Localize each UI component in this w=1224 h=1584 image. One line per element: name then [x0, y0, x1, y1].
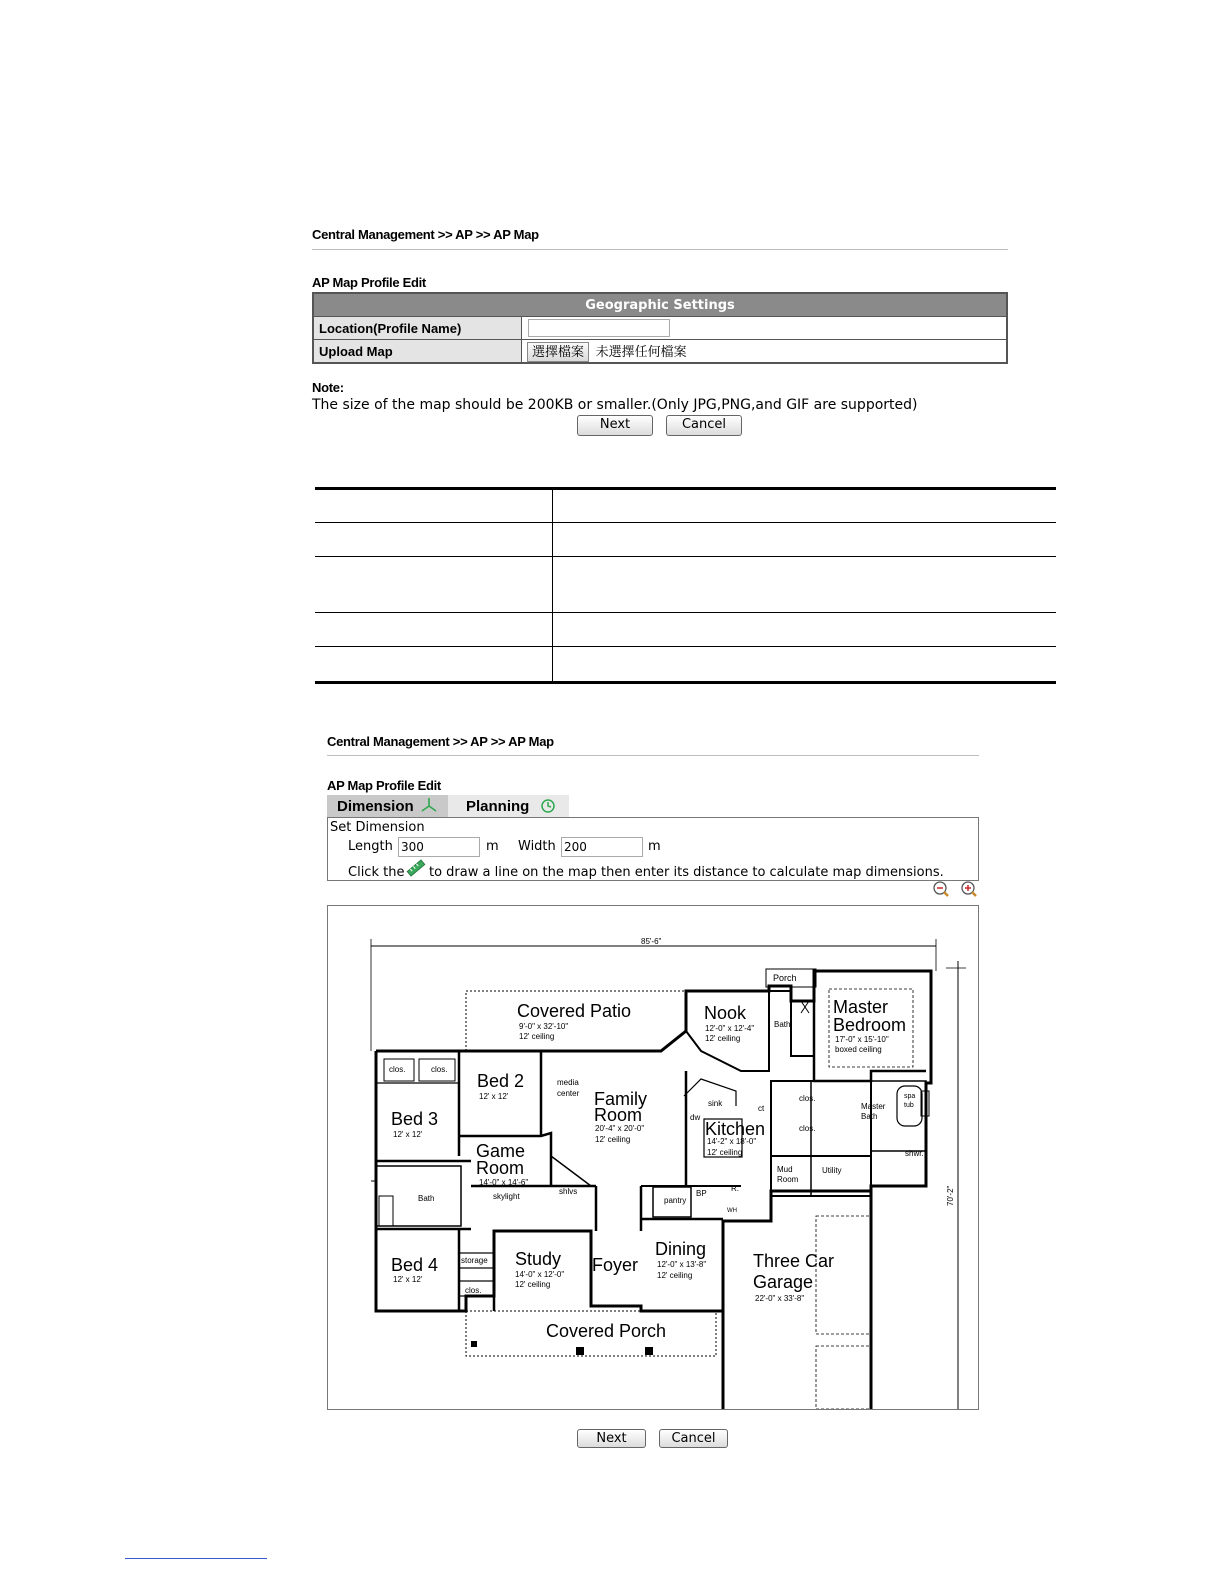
- master-label: Master: [833, 997, 889, 1017]
- file-status: 未選擇任何檔案: [595, 343, 687, 359]
- length-label: Length: [348, 839, 393, 854]
- breadcrumb-divider-2: [327, 755, 979, 756]
- media-label: media: [557, 1078, 579, 1087]
- study-ceiling: 12' ceiling: [515, 1280, 551, 1289]
- width-input[interactable]: 200: [561, 837, 643, 857]
- map-canvas[interactable]: [327, 905, 979, 1410]
- cancel-button[interactable]: Cancel: [666, 415, 742, 436]
- study-label: Study: [515, 1249, 562, 1269]
- dining-label: Dining: [655, 1239, 707, 1259]
- floor-plan: [328, 906, 978, 1409]
- upload-map-cell: [522, 340, 1008, 364]
- bed4-dims: 12' x 12': [393, 1275, 423, 1284]
- upload-map-label: Upload Map: [313, 340, 522, 364]
- width-unit: m: [648, 839, 661, 854]
- master-ceiling: boxed ceiling: [835, 1045, 882, 1054]
- shelves-label: shlvs: [559, 1187, 578, 1196]
- zoom-out-icon[interactable]: [932, 880, 950, 898]
- room-label: Room: [594, 1105, 643, 1125]
- next-button[interactable]: Next: [577, 415, 653, 436]
- closet-label: clos.: [431, 1065, 448, 1074]
- storage-label: storage: [461, 1256, 488, 1265]
- description-table: [315, 487, 1056, 684]
- table-row-divider: [315, 556, 1056, 557]
- shower-label: shwr.: [905, 1149, 924, 1158]
- length-input[interactable]: 300: [398, 837, 480, 857]
- kitchen-ceiling: 12' ceiling: [707, 1148, 743, 1157]
- table-column-divider: [552, 487, 553, 684]
- dining-dims: 12'-0" x 13'-8": [657, 1260, 707, 1269]
- spa-label: spa: [904, 1093, 916, 1100]
- pantry-label: pantry: [664, 1196, 687, 1205]
- geographic-settings-table: [312, 292, 1008, 364]
- family-label: Family: [594, 1089, 647, 1109]
- table-top-border: [315, 487, 1056, 490]
- game-dims: 14'-0" x 14'-6": [479, 1178, 529, 1187]
- hint-before: Click the: [348, 865, 405, 880]
- family-dims: 20'-4" x 20'-0": [595, 1124, 645, 1133]
- skylight-label: skylight: [493, 1192, 520, 1201]
- garage-label: Garage: [753, 1272, 814, 1292]
- bed2-label: Bed 2: [477, 1071, 525, 1091]
- kitchen-dims: 14'-2" x 18'-0": [707, 1137, 757, 1146]
- covered-porch-label: Covered Porch: [546, 1321, 667, 1341]
- study-dims: 14'-0" x 12'-0": [515, 1270, 565, 1279]
- breadcrumb-2: Central Management >> AP >> AP Map: [327, 734, 554, 749]
- clock-icon: [540, 798, 556, 814]
- note-title: Note:: [312, 380, 344, 395]
- covered-patio-dims: 9'-0" x 32'-10": [519, 1022, 569, 1031]
- hint-after: to draw a line on the map then enter its distance to calculate map dimensions.: [429, 865, 944, 880]
- cancel-button-2[interactable]: Cancel: [659, 1429, 728, 1448]
- three-car-label: Three Car: [753, 1251, 835, 1271]
- breadcrumb: Central Management >> AP >> AP Map: [312, 227, 539, 242]
- bedroom-label: Bedroom: [833, 1015, 907, 1035]
- covered-patio-ceiling: 12' ceiling: [519, 1032, 555, 1041]
- nook-ceiling: 12' ceiling: [705, 1034, 741, 1043]
- ct-label: ct: [758, 1104, 765, 1113]
- tab-planning-label: Planning: [466, 798, 530, 815]
- master-dims: 17'-0" x 15'-10": [835, 1035, 889, 1044]
- utility-label: Utility: [822, 1166, 842, 1175]
- closet-label: clos.: [799, 1124, 816, 1133]
- table-row-divider: [315, 612, 1056, 613]
- wh-label: WH: [727, 1208, 737, 1214]
- closet-label: clos.: [389, 1065, 406, 1074]
- kitchen-label: Kitchen: [705, 1119, 766, 1139]
- bed4-label: Bed 4: [391, 1255, 439, 1275]
- location-label: Location(Profile Name): [313, 317, 522, 340]
- game-room-label: Room: [476, 1158, 525, 1178]
- bp-label: BP: [696, 1189, 707, 1198]
- set-dimension-label: Set Dimension: [330, 820, 425, 835]
- dw-label: dw: [690, 1113, 701, 1122]
- width-label: Width: [518, 839, 556, 854]
- master-bath-label: Master: [861, 1102, 886, 1111]
- tab-planning[interactable]: [448, 795, 569, 818]
- choose-file-button[interactable]: 選擇檔案: [527, 342, 589, 362]
- bath2-label: Bath: [418, 1194, 435, 1203]
- tab-dimension[interactable]: [327, 795, 448, 818]
- dimension-width-label: 85'-6": [641, 937, 662, 946]
- mud-room-label: Room: [777, 1175, 799, 1184]
- note-text: The size of the map should be 200KB or smaller.(Only JPG,PNG,and GIF are supported): [312, 397, 918, 413]
- family-ceiling: 12' ceiling: [595, 1135, 631, 1144]
- table-bottom-border: [315, 681, 1056, 684]
- porch-small-label: Porch: [773, 973, 797, 983]
- mud-label: Mud: [777, 1165, 793, 1174]
- location-input[interactable]: [528, 319, 670, 337]
- nook-label: Nook: [704, 1003, 747, 1023]
- tab-dimension-label: Dimension: [337, 798, 414, 815]
- nook-dims: 12'-0" x 12'-4": [705, 1024, 755, 1033]
- bed2-dims: 12' x 12': [479, 1092, 509, 1101]
- section-title: AP Map Profile Edit: [312, 275, 426, 290]
- game-label: Game: [476, 1141, 526, 1161]
- next-button-2[interactable]: Next: [577, 1429, 646, 1448]
- tub-label: tub: [904, 1102, 914, 1109]
- center-label: center: [557, 1089, 580, 1098]
- dining-ceiling: 12' ceiling: [657, 1271, 693, 1280]
- footnote-rule: [125, 1558, 267, 1559]
- bed3-dims: 12' x 12': [393, 1130, 423, 1139]
- table-row-divider: [315, 522, 1056, 523]
- garage-dims: 22'-0" x 33'-8": [755, 1294, 805, 1303]
- bath-label: Bath: [774, 1020, 791, 1029]
- closet-label: clos.: [799, 1094, 816, 1103]
- dimension-depth-label: 70'-2": [946, 1185, 955, 1206]
- master-bath-label: Bath: [861, 1112, 878, 1121]
- dimension-panel: [327, 817, 979, 881]
- axes-icon: [420, 796, 438, 814]
- bed3-label: Bed 3: [391, 1109, 439, 1129]
- foyer-label: Foyer: [592, 1255, 639, 1275]
- r-label: R.: [731, 1184, 739, 1193]
- location-cell: [522, 317, 1008, 340]
- tab-bar: [327, 795, 569, 818]
- closet-label: clos.: [465, 1286, 482, 1295]
- ruler-icon[interactable]: [406, 858, 426, 878]
- covered-patio-label: Covered Patio: [517, 1001, 632, 1021]
- breadcrumb-divider: [312, 249, 1008, 250]
- section-title-2: AP Map Profile Edit: [327, 778, 441, 793]
- table-header: Geographic Settings: [313, 293, 1007, 317]
- zoom-in-icon[interactable]: [960, 880, 978, 898]
- sink-label: sink: [708, 1099, 723, 1108]
- table-row-divider: [315, 646, 1056, 647]
- length-unit: m: [486, 839, 499, 854]
